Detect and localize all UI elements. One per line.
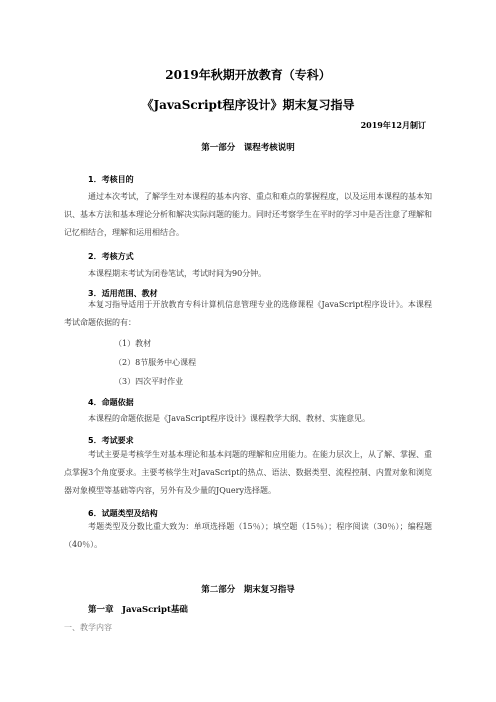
section-4-body: 本课程的命题依据是《JavaScript程序设计》课程教学大纲、教材、实施意见。 [88, 414, 370, 423]
list-item: （1）教材 [114, 339, 152, 348]
section-6-heading: 6．试题类型及结构 [88, 509, 158, 518]
section-5-heading: 5．考试要求 [88, 436, 134, 445]
list-item: （2）8节服务中心课程 [114, 358, 197, 367]
document-title: 2019年秋期开放教育（专科） [165, 68, 331, 82]
section-1-heading: 1．考核目的 [88, 175, 134, 184]
section-3-heading: 3．适用范围、教材 [88, 289, 158, 298]
document-subtitle: 《JavaScript程序设计》期末复习指导 [141, 98, 355, 112]
chapter-heading: 第一章 JavaScript基础 [88, 605, 188, 615]
section-4-heading: 4．命题依据 [88, 398, 134, 407]
part2-heading: 第二部分 期末复习指导 [201, 585, 295, 595]
part1-heading: 第一部分 课程考核说明 [201, 143, 295, 153]
section-6-body: 考题类型及分数比重大致为：单项选择题（15％）；填空题（15％）；程序阅读（30％）；编程题（40％）。 [64, 522, 432, 549]
section-5-body: 考试主要是考核学生对基本理论和基本问题的理解和应用能力。在能力层次上，从了解、掌握、重点掌握3个角度要求。主要考核学生对JavaScript的热点、语法、数据类型、流程控制、内置对象和浏览器对象模型等基础等内容，另外有及少量的JQuery选择题。 [64, 450, 432, 495]
list-item: （3）四次平时作业 [114, 377, 184, 386]
section-3-body: 本复习指导适用于开放教育专科计算机信息管理专业的选修课程《JavaScript程序设计》。本课程考试命题依据的有： [64, 300, 432, 327]
section-2-body: 本课程期末考试为闭卷笔试，考试时间为90分钟。 [88, 269, 267, 278]
section-1-body: 通过本次考试，了解学生对本课程的基本内容、重点和难点的掌握程度，以及运用本课程的基本知识、基本方法和基本理论分析和解决实际问题的能力。同时还考察学生在平时的学习中是否注意了理解和记忆相结合，理解和运用相结合。 [64, 192, 432, 237]
chapter-subheading: 一、教学内容 [64, 623, 112, 632]
section-2-heading: 2．考核方式 [88, 252, 134, 261]
document-date: 2019年12月制订 [360, 120, 426, 130]
